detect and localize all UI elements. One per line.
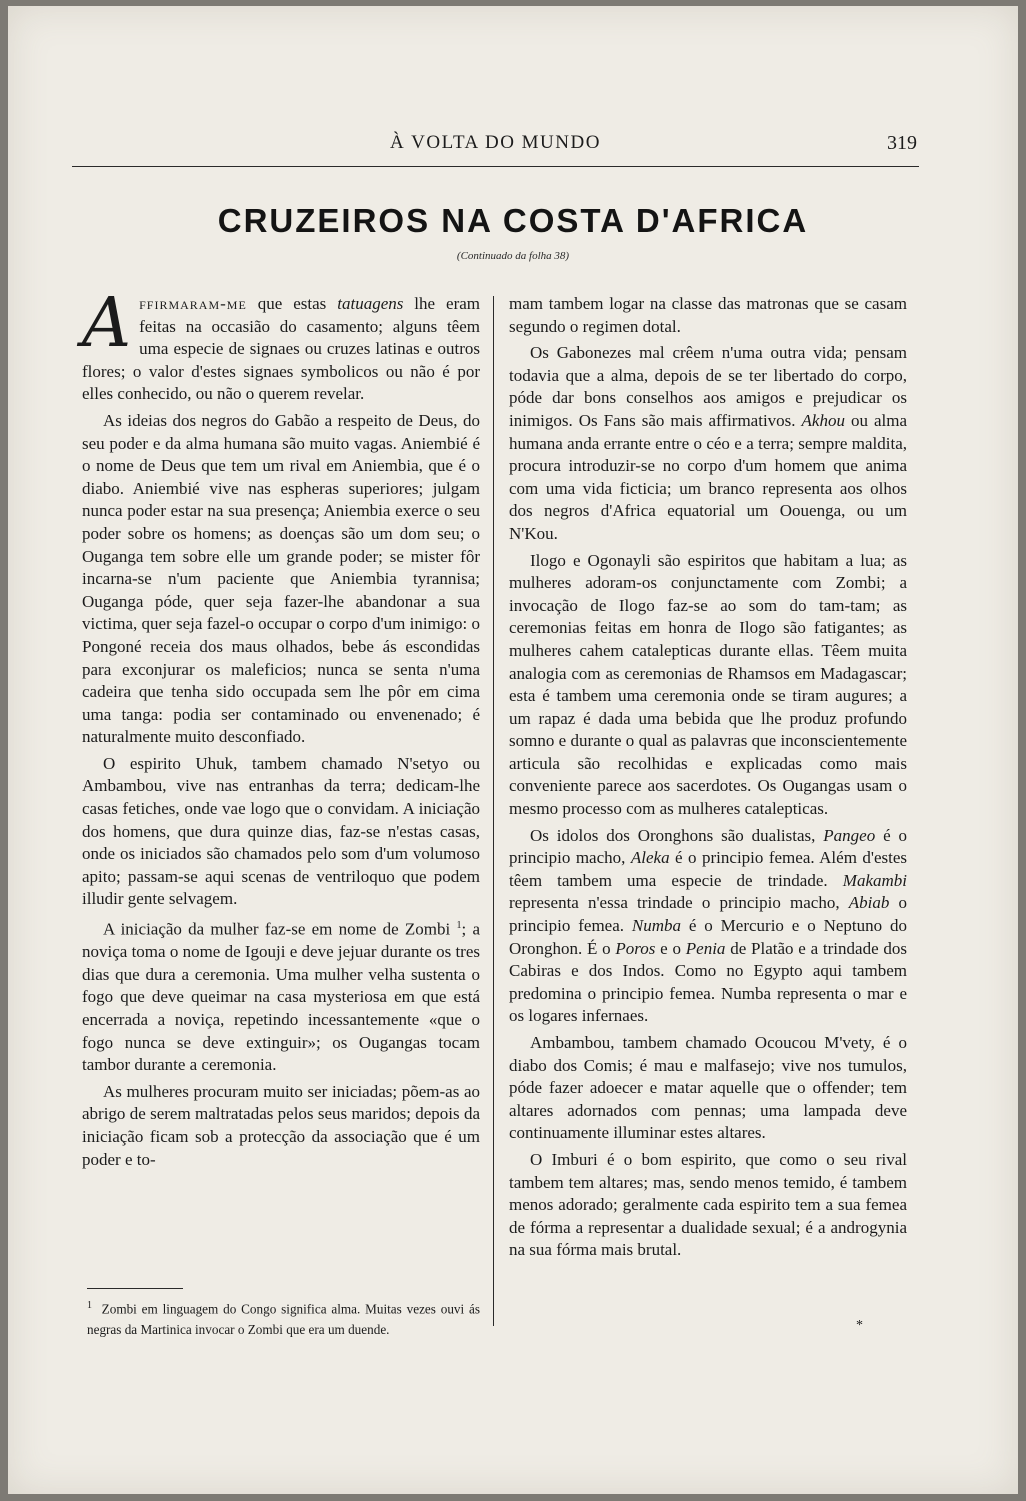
- magazine-title: À VOLTA DO MUNDO: [390, 132, 601, 153]
- emphasis: Numba: [631, 916, 682, 936]
- paragraph-text: é o Mercurio e o Neptuno do Oronghon. É o: [509, 916, 907, 958]
- paragraph-text: Os idolos dos Oronghons são dualistas,: [530, 825, 824, 845]
- footnote: [87, 1296, 480, 1340]
- paragraph: mam tambem logar na classe das matronas que se casam segundo o regimen dotal.: [509, 294, 907, 336]
- left-column: [82, 284, 481, 1175]
- footnote-divider: [87, 1288, 183, 1289]
- paragraph-text: e o: [655, 938, 686, 958]
- continuation-note: (Continuado da folha 38): [456, 250, 570, 262]
- emphasis: tatuagens: [337, 294, 404, 313]
- paragraph-text: A iniciação da mulher faz-se em nome de Zombi: [103, 919, 457, 939]
- paragraph: [82, 284, 481, 406]
- emphasis: Abiab: [848, 893, 890, 913]
- page-number: 319: [887, 132, 917, 154]
- paragraph: [82, 915, 480, 1077]
- drop-cap: A: [82, 284, 132, 363]
- paragraph-text: lhe eram feitas na occasião do casamento; alguns têem uma especie de signaes ou cruzes latinas e outros flores; o valor d'estes signaes symbolicos ou não é por elles conhecido, ou não o querem revelar.: [82, 294, 481, 404]
- paragraph-text: é o principio macho,: [509, 825, 907, 868]
- paragraph-text: representa n'essa trindade o principio macho,: [509, 893, 849, 913]
- paragraph-text: é o principio femea. Além d'estes têem tambem uma especie de trindade.: [509, 848, 907, 890]
- magazine-page: [8, 6, 1018, 1494]
- paragraph: Ilogo e Ogonayli são espiritos que habitam a lua; as mulheres adoram-os conjunctamente com Zombi; a invocação de Ilogo faz-se ao som do tam-tam; as ceremonias feitas em honra de Ilogo são fatigantes; as mulheres cahem catalepticas durante ellas. Têem muita analogia com as ceremonias de Rhamsos em Madagascar; esta é tambem uma ceremonia onde se tiram augures; a um rapaz é dada uma bebida que lhe produz profundo somno e durante o qual as palavras que inconscientemente articula são recolhidas e explicadas como mais conveniente parece aos sacerdotes. Os Ougangas usam o mesmo processo com as mulheres catalepticas.: [509, 550, 907, 819]
- emphasis: Pangeo: [823, 825, 876, 845]
- right-column: [509, 293, 907, 1266]
- paragraph-text: de Platão e a trindade dos Cabiras e dos Indos. Como no Egypto aqui tambem predomina o principio femea. Numba representa o mar e os logares infernaes.: [509, 938, 907, 1026]
- footnote-marker: 1: [87, 1300, 92, 1311]
- paragraph: O espirito Uhuk, tambem chamado N'setyo ou Ambambou, vive nas entranhas da terra; dedicam-lhe casas fetiches, onde vae logo que o convidam. A iniciação dos homens, que dura quinze dias, faz-se n'estas casas, onde os iniciados são chamados pelo som d'um volumoso apito; passam-se aqui scenas de ventriloquo que podem illudir gente selvagem.: [82, 753, 480, 909]
- paragraph: [509, 342, 907, 545]
- footnote-text: Zombi em linguagem do Congo significa alma. Muitas vezes ouvi ás negras da Martinica invocar o Zombi que era um duende.: [87, 1301, 481, 1337]
- paragraph-text: o principio femea.: [509, 893, 908, 936]
- paragraph: O Imburi é o bom espirito, que como o seu rival tambem tem altares; mas, sendo menos temido, é tambem menos adorado; geralmente cada espirito tem a sua femea de fórma a representar a dualidade sexual; é a androgynia na sua fórma mais brutal.: [509, 1149, 907, 1260]
- running-header: [72, 132, 919, 167]
- paragraph-text: Os Gabonezes mal crêem n'uma outra vida; pensam todavia que a alma, depois de se ter libertado do corpo, póde dar bons conselhos aos amigos e prejudicar os inimigos. Os Fans são mais affirmativos.: [509, 343, 907, 430]
- paragraph: Ambambou, tambem chamado Ocoucou M'vety, é o diabo dos Comis; é mau e malfasejo; vive nos tumulos, póde fazer adoecer e matar aquelle que o offender; tem altares adornados com pennas; uma lampada deve continuamente illuminar estes altares.: [509, 1033, 907, 1143]
- emphasis: Makambi: [842, 870, 907, 890]
- article-title: CRUZEIROS NA COSTA D'AFRICA: [217, 202, 809, 239]
- paragraph-text: ou alma humana anda errante entre o céo e a terra; sempre maldita, procura introduzir-se no corpo d'um homem que anima com uma vida ficticia; um branco representa aos olhos dos negros d'Africa equatorial um Oouenga, ou um N'Kou.: [509, 410, 907, 543]
- footnote-ref: 1: [456, 920, 462, 932]
- paragraph: [509, 825, 907, 1028]
- paragraph-text: ; a noviça toma o nome de Igouji e deve jejuar durante os tres dias que dura a ceremonia. Uma mulher velha sustenta o fogo que deve queimar na casa mysteriosa em que está encerrada a noviça, repetindo incessantemente «que o fogo nunca se deve extinguir»; os Ougangas tocam tambor durante a ceremonia.: [82, 919, 480, 1075]
- emphasis: Penia: [685, 938, 726, 958]
- paragraph: As mulheres procuram muito ser iniciadas; põem-as ao abrigo de serem maltratadas pelos seus maridos; depois da iniciação ficam sob a protecção da associação que é um poder e to-: [82, 1081, 480, 1169]
- emphasis: Poros: [615, 938, 656, 958]
- emphasis: Akhou: [801, 410, 845, 430]
- emphasis: Aleka: [630, 848, 670, 868]
- column-divider: [493, 296, 494, 1326]
- end-mark: *: [856, 1318, 863, 1333]
- opening-smallcaps: ffirmaram-me: [139, 294, 247, 313]
- paragraph: As ideias dos negros do Gabão a respeito de Deus, do seu poder e da alma humana são muito vagas. Aniembié é o nome de Deus que tem um rival em Aniembia, que é o diabo. Aniembié vive nas espheras superiores; julgam nunca poder estar na sua presença; Aniembia exerce o seu poder sobre os homens; as doenças são um dom seu; o Ouganga tem sobre elle um grande poder; se mister fôr incarna-se n'um paciente que Aniembia tyrannisa; Ouganga póde, quer seja fazer-lhe abandonar a sua victima, quer seja fazel-o occupar o corpo d'um inimigo: o Pongoné receia dos maus olhados, bebe ás escondidas para exconjurar os maleficios; nunca se senta n'uma cadeira que tenha sido occupada sem lhe pôr em cima uma tanga: podia ser contaminado ou envenenado; é naturalmente muito desconfiado.: [82, 410, 480, 747]
- paragraph-text: que estas: [246, 294, 338, 313]
